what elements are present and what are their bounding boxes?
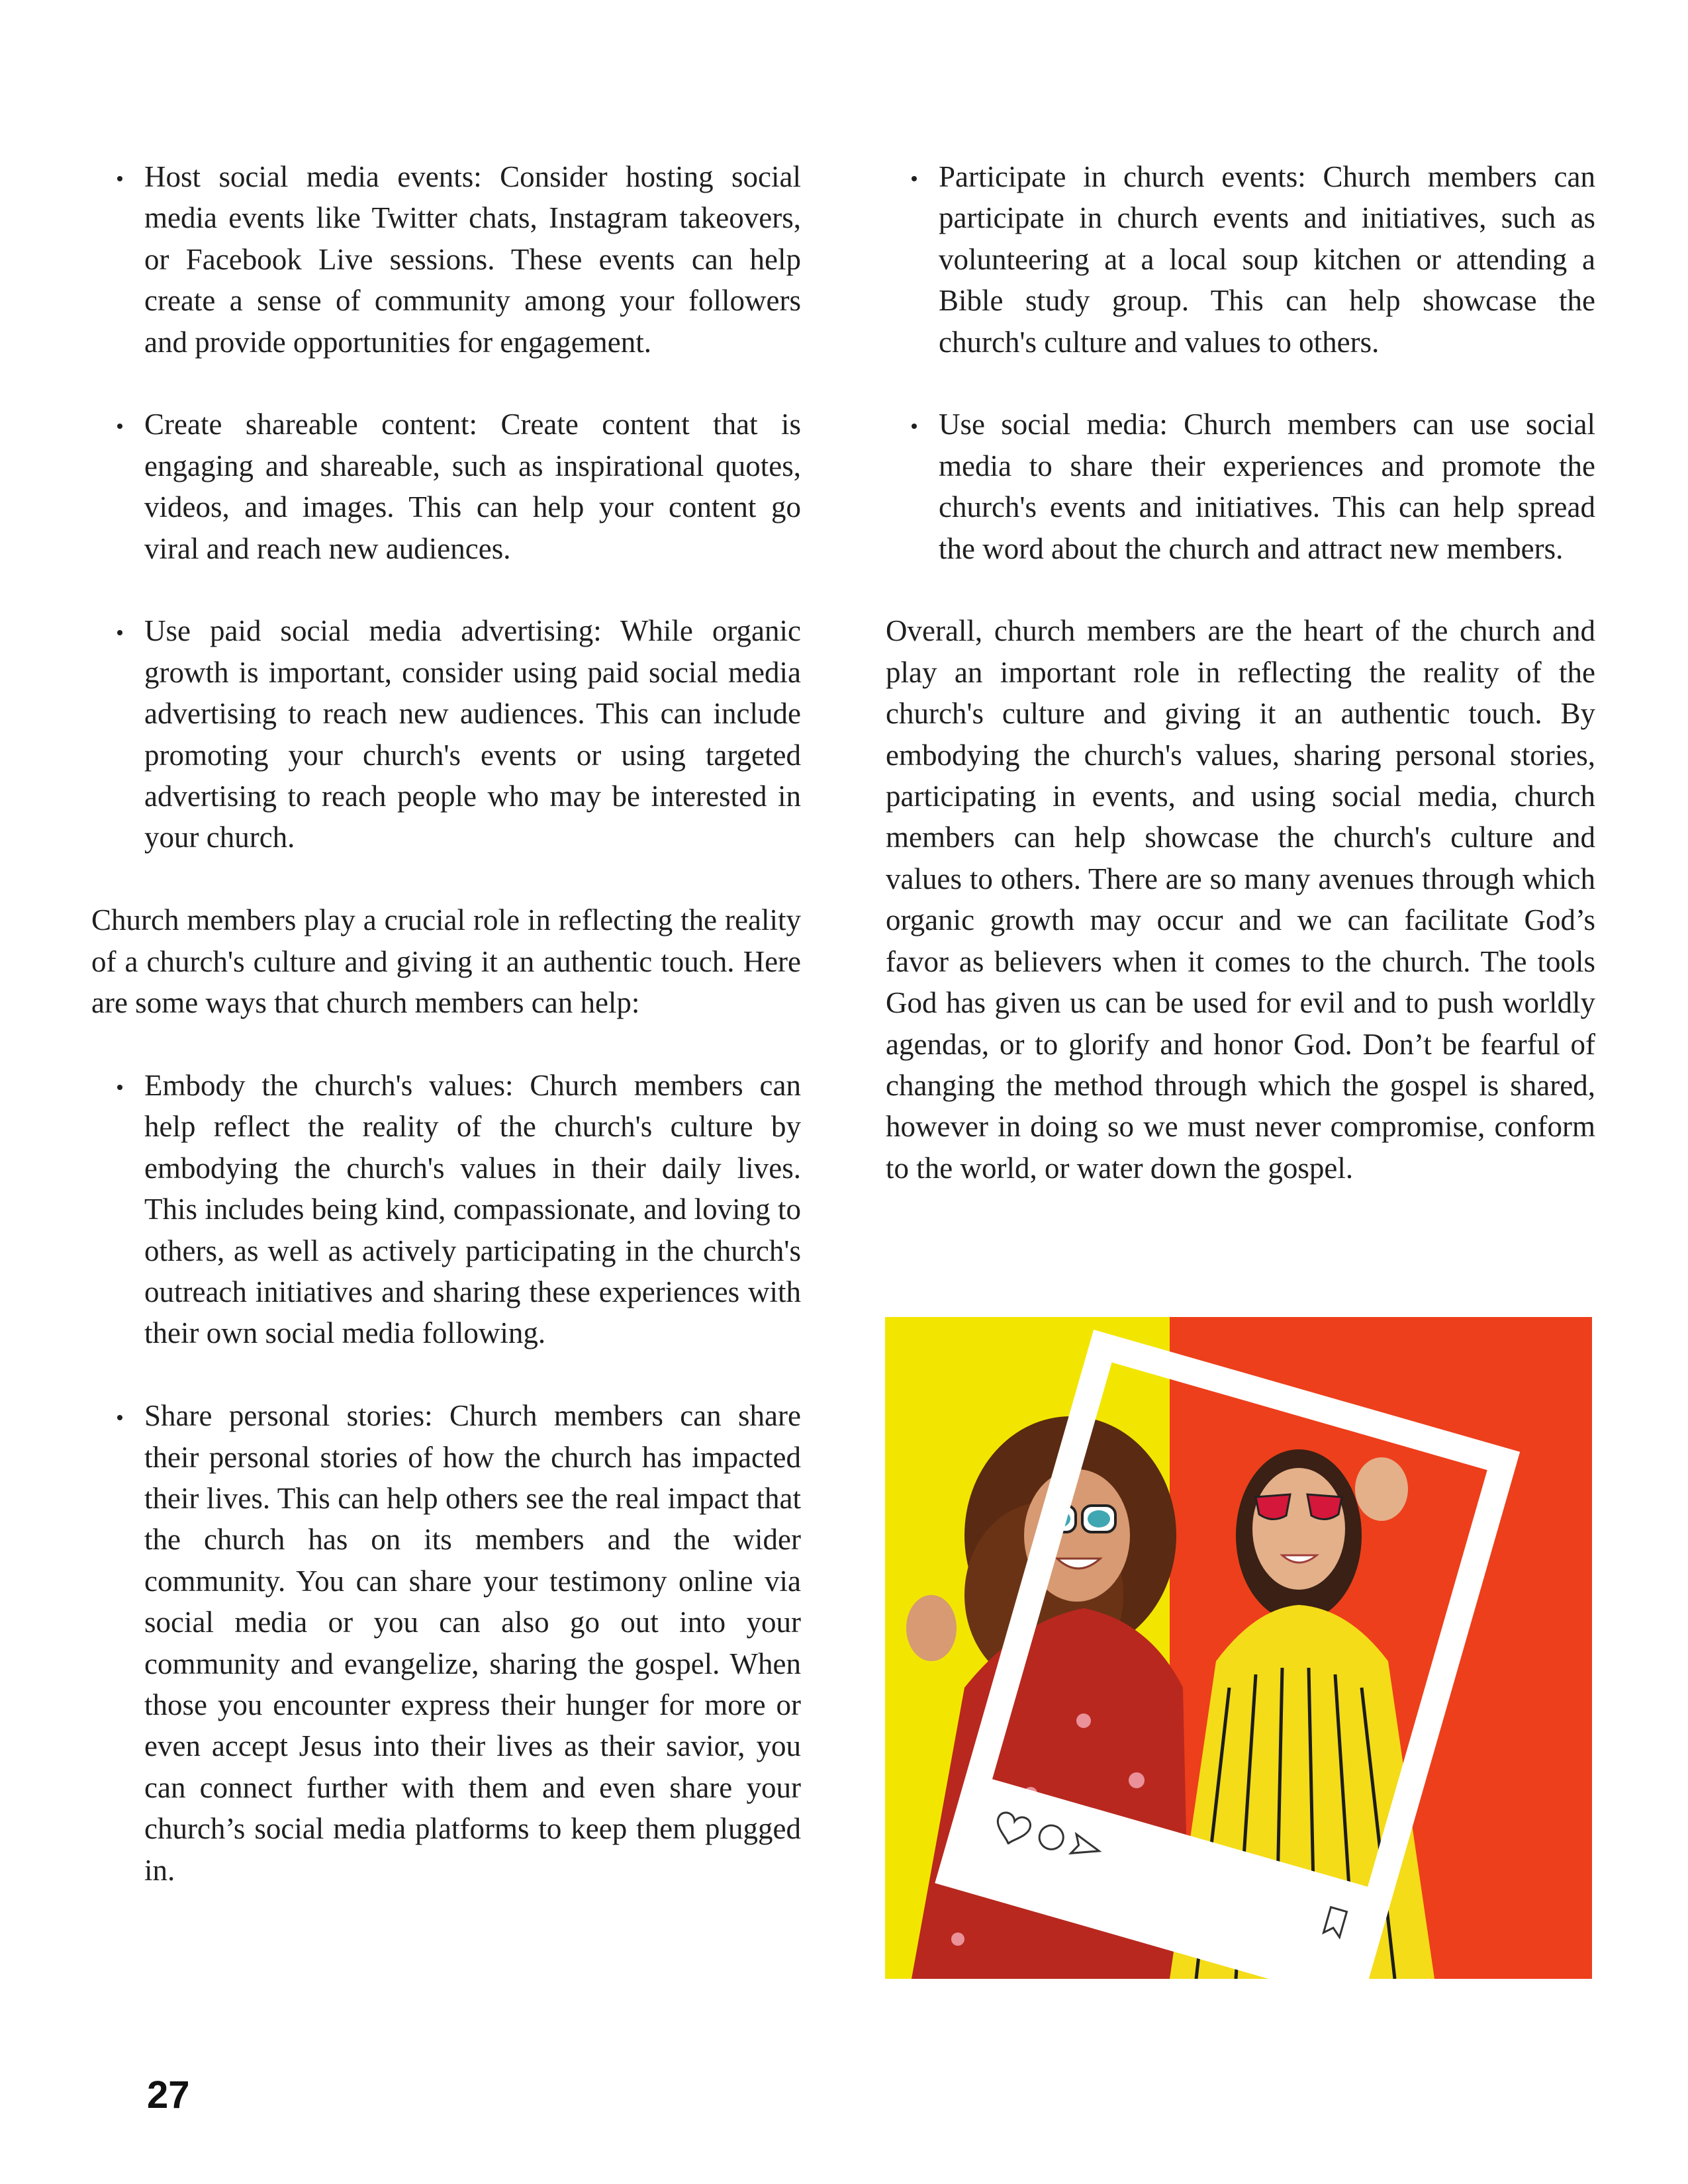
right-column bbox=[886, 156, 1595, 1230]
member-roles-list-continued bbox=[886, 156, 1595, 569]
right-face bbox=[1252, 1468, 1345, 1590]
list-item: Use social media: Church members can use social media to share their experiences and promote the church's events and initiatives. This can help spread the word about the church and attract new members. bbox=[886, 404, 1595, 569]
list-item: Share personal stories: Church members can share their personal stories of how the church has impacted their lives. This can help others see the real impact that the church has on its members and the wider community. You can share your testimony online via social media or you can also go out into your community and evangelize, sharing the gospel. When those you encounter express their hunger for more or even accept Jesus into their lives as their savior, you can connect further with them and even share your church’s social media platforms to keep them plugged in. bbox=[91, 1395, 801, 1891]
photo-two-women-with-social-frame bbox=[885, 1317, 1592, 1979]
list-item: Embody the church's values: Church members can help reflect the reality of the church's culture by embodying the church's values in their daily lives. This includes being kind, compassionate, and loving to others, as well as actively participating in the church's outreach initiatives and sharing these experiences with their own social media following. bbox=[91, 1065, 801, 1354]
list-item: Use paid social media advertising: While organic growth is important, consider using paid social media advertising to reach new audiences. This can include promoting your church's events or using targeted advertising to reach people who may be interested in your church. bbox=[91, 610, 801, 858]
list-item: Host social media events: Consider hosting social media events like Twitter chats, Instagram takeovers, or Facebook Live sessions. These events can help create a sense of community among your followers and provide opportunities for engagement. bbox=[91, 156, 801, 363]
intro-paragraph: Church members play a crucial role in reflecting the reality of a church's culture and giving it an authentic touch. Here are some ways that church members can help: bbox=[91, 903, 801, 1020]
left-column bbox=[91, 156, 801, 1932]
page-number: 27 bbox=[147, 2073, 190, 2116]
list-item: Participate in church events: Church members can participate in church events and initiatives, such as volunteering at a local soup kitchen or attending a Bible study group. This can help showcase the church's culture and values to others. bbox=[886, 156, 1595, 363]
member-roles-list bbox=[91, 1065, 801, 1891]
list-item: Create shareable content: Create content that is engaging and shareable, such as inspirational quotes, videos, and images. This can help your content go viral and reach new audiences. bbox=[91, 404, 801, 569]
social-media-tips-list bbox=[91, 156, 801, 858]
photo-illustration bbox=[885, 1317, 1592, 1979]
conclusion-paragraph: Overall, church members are the heart of the church and play an important role in reflecting the reality of the church's culture and giving it an authentic touch. By embodying the church's values, sharing personal stories, participating in events, and using social media, church members can help showcase the church's culture and values to others. There are so many avenues through which organic growth may occur and we can facilitate God’s favor as believers when it comes to the church. The tools God has given us can be used for evil and to push worldly agendas, or to glorify and honor God. Don’t be fearful of changing the method through which the gospel is shared, however in doing so we must never compromise, conform to the world, or water down the gospel. bbox=[886, 614, 1595, 1185]
